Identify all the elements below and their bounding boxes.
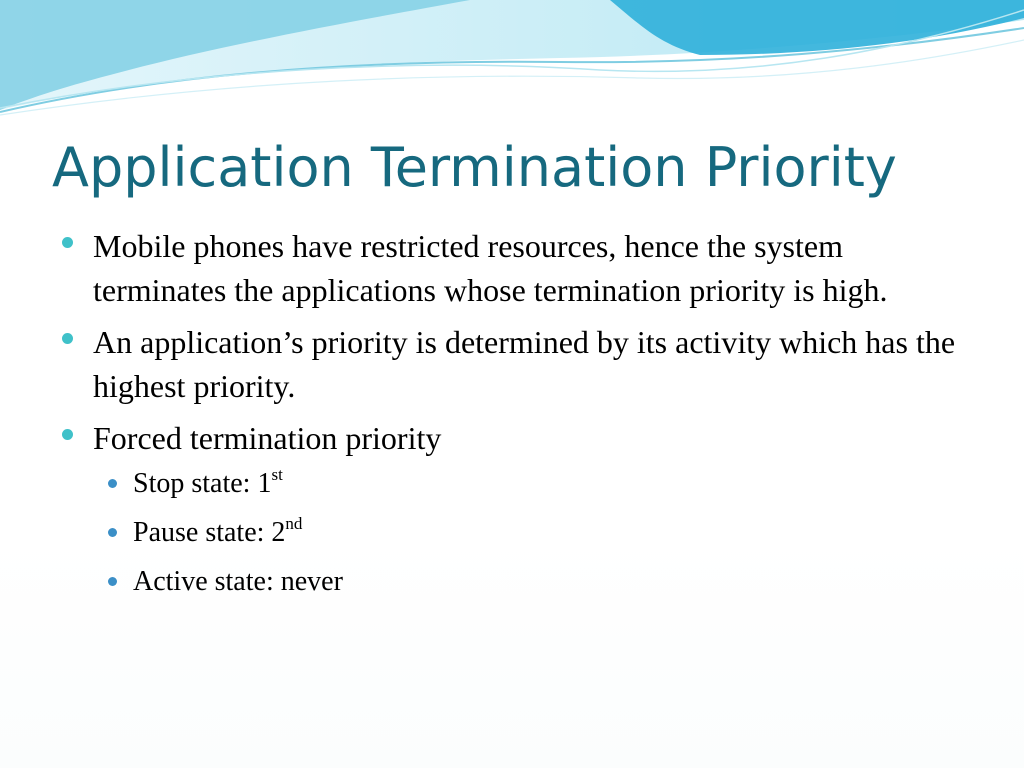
bullet-dot-icon: [62, 429, 73, 440]
bullet-dot-icon: [62, 237, 73, 248]
bullet-list: [58, 224, 978, 602]
sub-bullet-item: [93, 562, 978, 602]
ordinal-suffix: nd: [285, 514, 303, 533]
sub-bullet-text: Stop state: 1: [133, 468, 272, 499]
sub-bullet-item: [93, 464, 978, 504]
bullet-text: Forced termination priority: [93, 420, 442, 456]
sub-bullet-item: [93, 513, 978, 553]
bullet-item: [58, 320, 978, 408]
sub-bullet-text: Pause state: 2: [133, 517, 286, 548]
bullet-item: [58, 224, 978, 312]
sub-bullet-text: Active state: never: [133, 566, 343, 597]
bullet-dot-icon: [62, 333, 73, 344]
bullet-text: An application’s priority is determined by its activity which has the highest priority.: [93, 324, 956, 404]
slide-body: [58, 224, 978, 611]
bullet-text: Mobile phones have restricted resources, hence the system terminates the applications whose termination priority is high.: [93, 228, 888, 308]
sub-bullet-list: [93, 464, 978, 602]
ordinal-suffix: st: [271, 465, 283, 484]
sub-bullet-dot-icon: [108, 479, 117, 488]
decorative-wave-header: [0, 0, 1024, 130]
slide-title: Application Termination Priority: [52, 136, 897, 199]
sub-bullet-dot-icon: [108, 577, 117, 586]
bullet-item: [58, 416, 978, 602]
sub-bullet-dot-icon: [108, 528, 117, 537]
